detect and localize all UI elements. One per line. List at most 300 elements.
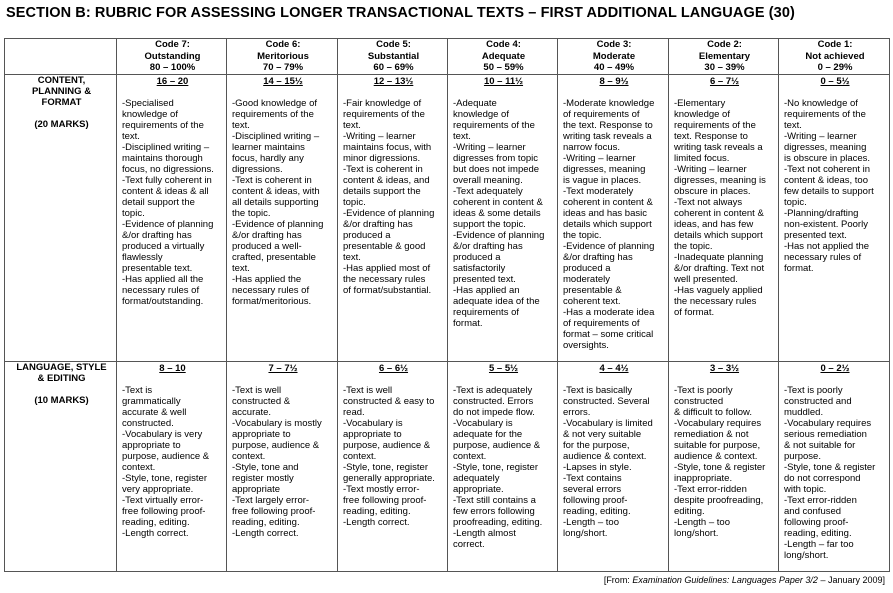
descriptor-line: -Length – too	[563, 516, 619, 528]
descriptor-line: knowledge of	[674, 108, 730, 120]
descriptor-line: free following proof-	[232, 505, 316, 517]
descriptor-line: details which support	[674, 229, 763, 241]
code-name: Meritorious	[257, 50, 309, 62]
descriptor-line: -Vocabulary is	[343, 417, 403, 429]
descriptor-line: the topic.	[674, 240, 713, 252]
descriptor-line: -Text contains	[563, 472, 622, 484]
descriptor-line: and confused	[784, 505, 842, 517]
descriptor-line: inappropriate.	[674, 472, 733, 484]
score-range: 6 – 7½	[709, 75, 740, 87]
descriptor-line: & not very suitable	[563, 428, 642, 440]
descriptor-line: necessary rules of	[122, 284, 200, 296]
descriptor-line: knowledge of	[122, 108, 178, 120]
descriptor-line: text.	[232, 262, 250, 274]
source-title: Examination Guidelines: Languages Paper 3/2	[632, 575, 818, 585]
descriptor-line: format/meritorious.	[232, 295, 312, 307]
descriptor-line: &/or drafting has	[232, 229, 302, 241]
descriptor-line: requirements of the	[784, 108, 866, 120]
descriptor-line: -Vocabulary requires	[784, 417, 872, 429]
descriptor-line: -Style, tone, register	[343, 461, 429, 473]
descriptor-line: of requirements of	[563, 317, 640, 329]
descriptor-line: for the purpose,	[563, 439, 630, 451]
descriptor-line: necessary rules of	[784, 251, 862, 263]
score-range: 8 – 10	[159, 362, 186, 374]
descriptor-line: with topic.	[784, 483, 827, 495]
descriptor-line: -Text is poorly	[784, 384, 843, 396]
descriptor-line: coherent in content &	[563, 196, 653, 208]
code-header	[558, 39, 669, 75]
descriptor-text	[453, 385, 554, 550]
criterion-label-line: & EDITING	[37, 372, 86, 384]
descriptor-line: context.	[232, 450, 266, 462]
criterion-marks: (10 MARKS)	[34, 394, 89, 406]
descriptor-line: constructed. Errors	[453, 395, 534, 407]
source-prefix: [From:	[603, 575, 633, 585]
descriptor-line: is obscure in places.	[784, 152, 871, 164]
descriptor-line: -Writing – learner	[674, 163, 747, 175]
descriptor-line: -Evidence of planning	[343, 207, 435, 219]
score-range: 5 – 5½	[488, 362, 519, 374]
descriptor-line: purpose.	[784, 450, 821, 462]
code-header	[338, 39, 448, 75]
descriptor-line: read.	[343, 406, 365, 418]
code-number: Code 2:	[707, 39, 742, 50]
descriptor-line: constructed.	[122, 417, 174, 429]
code-name: Moderate	[592, 50, 636, 62]
descriptor-line: oversights.	[563, 339, 609, 351]
descriptor-cell	[448, 361, 558, 571]
descriptor-line: detail support the	[122, 196, 195, 208]
descriptor-line: reading, editing.	[122, 516, 190, 528]
descriptor-line: -Has a moderate idea	[563, 306, 655, 318]
code-name: Not achieved	[805, 50, 865, 62]
descriptor-line: -Text largely error-	[232, 494, 310, 506]
descriptor-line: satisfactorily	[453, 262, 506, 274]
descriptor-line: &/or drafting has	[122, 229, 192, 241]
score-range: 0 – 2½	[820, 362, 850, 374]
descriptor-line: -Length correct.	[343, 516, 410, 528]
descriptor-line: &/or drafting. Text not	[674, 262, 765, 274]
score-range: 6 – 6½	[378, 362, 409, 374]
descriptor-text	[674, 385, 775, 539]
descriptor-line: ideas and has basic	[563, 207, 647, 219]
descriptor-line: -Vocabulary is limited	[563, 417, 653, 429]
descriptor-line: free following proof-	[343, 494, 427, 506]
descriptor-line: -Text is coherent in	[232, 174, 312, 186]
descriptor-line: -Evidence of planning	[563, 240, 655, 252]
descriptor-line: digresses from topic	[453, 152, 539, 164]
descriptor-line: well presented.	[674, 273, 738, 285]
descriptor-line: requirements of the	[674, 119, 756, 131]
descriptor-line: context.	[343, 450, 377, 462]
descriptor-line: writing task reveals a	[674, 141, 763, 153]
descriptor-line: reading, editing.	[784, 527, 852, 539]
rubric-table	[4, 38, 890, 572]
descriptor-line: -Adequate	[453, 97, 497, 109]
descriptor-line: context.	[453, 450, 487, 462]
descriptor-line: reading, editing.	[563, 505, 631, 517]
descriptor-line: &/or drafting has	[563, 251, 633, 263]
code-name: Adequate	[481, 50, 526, 62]
descriptor-line: appropriate to	[232, 428, 291, 440]
descriptor-line: errors.	[563, 406, 591, 418]
descriptor-line: text.	[122, 130, 140, 142]
descriptor-line: -Has applied an	[453, 284, 520, 296]
descriptor-line: of format/substantial.	[343, 284, 432, 296]
descriptor-line: obscure in places.	[674, 185, 751, 197]
descriptor-line: presented text.	[784, 229, 847, 241]
descriptor-line: -Style, tone and	[232, 461, 299, 473]
descriptor-line: details which support	[563, 218, 652, 230]
descriptor-text	[784, 385, 886, 561]
descriptor-line: -Good knowledge of	[232, 97, 318, 109]
header-row	[5, 39, 890, 75]
descriptor-text	[674, 98, 775, 318]
descriptor-line: produced a	[453, 251, 501, 263]
descriptor-cell	[227, 361, 338, 571]
descriptor-line: adequate idea of the	[453, 295, 540, 307]
descriptor-line: -Writing – learner	[563, 152, 636, 164]
descriptor-line: do not impede flow.	[453, 406, 535, 418]
descriptor-line: proofreading, editing.	[453, 516, 543, 528]
descriptor-line: remediation & not	[674, 428, 749, 440]
descriptor-line: -Length correct.	[122, 527, 189, 539]
descriptor-text	[343, 98, 444, 296]
descriptor-text	[784, 98, 886, 274]
descriptor-line: -Vocabulary is mostly	[232, 417, 322, 429]
descriptor-line: narrow focus.	[563, 141, 621, 153]
descriptor-line: topic.	[343, 196, 366, 208]
code-range: 40 – 49%	[593, 62, 635, 73]
descriptor-line: format/outstanding.	[122, 295, 204, 307]
descriptor-line: requirements of	[453, 306, 520, 318]
descriptor-line: support the topic.	[453, 218, 526, 230]
descriptor-line: constructed &	[232, 395, 291, 407]
code-number: Code 6:	[265, 39, 301, 50]
descriptor-cell	[558, 74, 669, 361]
descriptor-line: appropriate	[232, 483, 281, 495]
code-number: Code 4:	[486, 39, 521, 50]
descriptor-line: context.	[122, 461, 156, 473]
criterion-label-line: LANGUAGE, STYLE	[16, 361, 107, 373]
descriptor-line: register mostly	[232, 472, 294, 484]
descriptor-line: do not correspond	[784, 472, 861, 484]
source-citation	[604, 575, 885, 585]
descriptor-line: -Style, tone & register	[784, 461, 876, 473]
descriptor-cell	[669, 74, 779, 361]
descriptor-line: requirements of the	[453, 119, 535, 131]
code-range: 50 – 59%	[483, 62, 524, 73]
descriptor-line: -Moderate knowledge	[563, 97, 655, 109]
descriptor-text	[232, 98, 334, 307]
descriptor-line: -Text is adequately	[453, 384, 533, 396]
descriptor-line: of requirements of	[563, 108, 640, 120]
descriptor-line: requirements of the	[232, 108, 314, 120]
code-header	[117, 39, 227, 75]
descriptor-line: presentable &	[563, 284, 622, 296]
corner-cell	[5, 39, 117, 75]
descriptor-line: minor digressions.	[343, 152, 421, 164]
descriptor-line: accurate.	[232, 406, 272, 418]
descriptor-line: non-existent. Poorly	[784, 218, 868, 230]
score-range: 0 – 5½	[820, 75, 850, 87]
descriptor-line: following proof-	[563, 494, 628, 506]
descriptor-line: presentable & good	[343, 240, 426, 252]
descriptor-line: -Text is coherent in	[343, 163, 423, 175]
descriptor-line: audience & context.	[563, 450, 647, 462]
descriptor-cell	[779, 74, 890, 361]
descriptor-line: -Text is	[122, 384, 153, 396]
descriptor-line: text. Response to	[674, 130, 748, 142]
descriptor-line: audience & context.	[674, 450, 758, 462]
descriptor-line: -Inadequate planning	[674, 251, 764, 263]
criterion-row	[5, 74, 890, 361]
descriptor-text	[122, 98, 223, 307]
descriptor-line: adequately	[453, 472, 500, 484]
descriptor-line: is vague in places.	[563, 174, 642, 186]
descriptor-line: -Text adequately	[453, 185, 523, 197]
descriptor-line: presentable text.	[122, 262, 193, 274]
descriptor-line: -Evidence of planning	[232, 218, 324, 230]
descriptor-line: -No knowledge of	[784, 97, 858, 109]
code-header	[669, 39, 779, 75]
score-range: 4 – 4½	[599, 362, 629, 374]
descriptor-line: all details supporting	[232, 196, 319, 208]
descriptor-line: digresses, meaning	[563, 163, 646, 175]
descriptor-line: presented text.	[453, 273, 516, 285]
descriptor-line: following proof-	[784, 516, 849, 528]
descriptor-line: requirements of the	[343, 108, 425, 120]
code-number: Code 3:	[596, 39, 632, 50]
score-range: 7 – 7½	[268, 362, 298, 374]
descriptor-line: focus, hardly any	[232, 152, 304, 164]
descriptor-text	[343, 385, 444, 528]
descriptor-line: coherent in content &	[674, 207, 764, 219]
code-range: 30 – 39%	[704, 62, 745, 73]
descriptor-line: muddled.	[784, 406, 824, 418]
descriptor-line: constructed & easy to	[343, 395, 435, 407]
descriptor-line: &/or drafting has	[453, 240, 523, 252]
score-range: 3 – 3½	[709, 362, 740, 374]
descriptor-line: constructed. Several	[563, 395, 650, 407]
descriptor-line: very appropriate.	[122, 483, 194, 495]
descriptor-line: ideas, and has few	[674, 218, 754, 230]
criterion-row	[5, 361, 890, 571]
code-number: Code 7:	[155, 39, 190, 50]
descriptor-line: -Has vaguely applied	[674, 284, 763, 296]
descriptor-line: format – some critical	[563, 328, 654, 340]
descriptor-line: of format.	[674, 306, 715, 318]
descriptor-line: produced a virtually	[122, 240, 205, 252]
descriptor-line: long/short.	[563, 527, 608, 539]
descriptor-line: -Text virtually error-	[122, 494, 204, 506]
descriptor-text	[453, 98, 554, 329]
descriptor-line: -Text is well	[232, 384, 282, 396]
descriptor-line: -Specialised	[122, 97, 174, 109]
descriptor-line: -Style, tone & register	[674, 461, 766, 473]
code-range: 70 – 79%	[262, 62, 304, 73]
descriptor-line: -Has applied all the	[122, 273, 204, 285]
descriptor-text	[563, 385, 665, 539]
descriptor-line: few details to support	[784, 185, 874, 197]
descriptor-line: coherent text.	[563, 295, 621, 307]
descriptor-line: -Has applied the	[232, 273, 302, 285]
descriptor-cell	[227, 74, 338, 361]
descriptor-line: text.	[343, 251, 361, 263]
code-header	[227, 39, 338, 75]
descriptor-line: format.	[784, 262, 814, 274]
descriptor-line: text.	[453, 130, 471, 142]
descriptor-cell	[338, 361, 448, 571]
descriptor-line: flawlessly	[122, 251, 163, 263]
descriptor-line: -Writing – learner	[343, 130, 416, 142]
descriptor-line: -Elementary	[674, 97, 726, 109]
descriptor-line: but does not impede	[453, 163, 540, 175]
descriptor-line: details support the	[343, 185, 421, 197]
descriptor-line: text.	[232, 119, 250, 131]
descriptor-line: grammatically	[122, 395, 181, 407]
code-number: Code 1:	[817, 39, 853, 50]
descriptor-line: -Length – too	[674, 516, 730, 528]
descriptor-line: moderately	[563, 273, 610, 285]
descriptor-line: & difficult to follow.	[674, 406, 752, 418]
descriptor-line: -Vocabulary is	[453, 417, 513, 429]
code-header	[448, 39, 558, 75]
descriptor-line: despite proofreading,	[674, 494, 764, 506]
descriptor-line: format.	[453, 317, 483, 329]
descriptor-line: -Has applied most of	[343, 262, 431, 274]
descriptor-line: serious remediation	[784, 428, 867, 440]
descriptor-line: -Text error-ridden	[674, 483, 747, 495]
descriptor-line: ideas & some details	[453, 207, 541, 219]
score-range: 8 – 9½	[599, 75, 629, 87]
descriptor-cell	[448, 74, 558, 361]
descriptor-line: topic.	[784, 196, 807, 208]
criterion-label-line: CONTENT,	[37, 74, 86, 86]
descriptor-text	[232, 385, 334, 539]
descriptor-cell	[117, 361, 227, 571]
descriptor-line: -Text is poorly	[674, 384, 733, 396]
descriptor-line: purpose, audience &	[232, 439, 320, 451]
descriptor-line: -Vocabulary is very	[122, 428, 203, 440]
descriptor-line: -Disciplined writing –	[122, 141, 210, 153]
descriptor-line: -Writing – learner	[453, 141, 526, 153]
descriptor-line: appropriate to	[122, 439, 181, 451]
criterion-label-line: FORMAT	[41, 96, 82, 108]
descriptor-line: purpose, audience &	[453, 439, 541, 451]
descriptor-line: text.	[784, 119, 802, 131]
descriptor-cell	[558, 361, 669, 571]
descriptor-line: -Planning/drafting	[784, 207, 859, 219]
descriptor-line: accurate & well	[122, 406, 187, 418]
descriptor-line: learner maintains	[232, 141, 305, 153]
criterion-label-line: PLANNING &	[31, 85, 92, 97]
descriptor-line: produced a	[343, 229, 391, 241]
descriptor-line: -Text is well	[343, 384, 393, 396]
descriptor-line: overall meaning.	[453, 174, 523, 186]
descriptor-line: adequate for the	[453, 428, 523, 440]
score-range: 14 – 15½	[263, 75, 303, 87]
score-range: 10 – 11½	[483, 75, 524, 87]
descriptor-line: topic.	[122, 207, 145, 219]
descriptor-line: the necessary rules	[674, 295, 757, 307]
descriptor-line: constructed	[674, 395, 724, 407]
descriptor-line: several errors	[563, 483, 622, 495]
descriptor-line: reading, editing.	[232, 516, 300, 528]
page-title: SECTION B: RUBRIC FOR ASSESSING LONGER TRANSACTIONAL TEXTS – FIRST ADDITIONAL LANGUAGE (30)	[6, 5, 795, 21]
code-range: 60 – 69%	[373, 62, 414, 73]
descriptor-cell	[779, 361, 890, 571]
descriptor-line: -Style, tone, register	[122, 472, 208, 484]
descriptor-line: text.	[343, 119, 361, 131]
descriptor-cell	[338, 74, 448, 361]
descriptor-line: the text. Response to	[563, 119, 653, 131]
descriptor-line: -Has not applied the	[784, 240, 870, 252]
source-suffix: – January 2009]	[817, 575, 885, 585]
code-range: 80 – 100%	[149, 62, 196, 73]
code-header	[779, 39, 890, 75]
code-name: Substantial	[367, 50, 420, 62]
descriptor-line: -Lapses in style.	[563, 461, 632, 473]
descriptor-line: content & ideas, and	[343, 174, 430, 186]
criterion-marks: (20 MARKS)	[34, 118, 89, 130]
descriptor-text	[563, 98, 665, 351]
descriptor-line: &/or drafting has	[343, 218, 413, 230]
descriptor-line: crafted, presentable	[232, 251, 316, 263]
descriptor-line: content & ideas, too	[784, 174, 868, 186]
descriptor-line: & not suitable for	[784, 439, 856, 451]
descriptor-line: digressions.	[232, 163, 283, 175]
descriptor-line: -Evidence of planning	[453, 229, 545, 241]
code-range: 0 – 29%	[817, 62, 853, 73]
descriptor-line: content & ideas, with	[232, 185, 320, 197]
descriptor-line: -Text not coherent in	[784, 163, 871, 175]
descriptor-line: the topic.	[232, 207, 271, 219]
descriptor-line: -Evidence of planning	[122, 218, 214, 230]
descriptor-line: -Text fully coherent in	[122, 174, 212, 186]
descriptor-line: constructed and	[784, 395, 852, 407]
descriptor-line: -Length correct.	[232, 527, 299, 539]
descriptor-line: requirements of the	[122, 119, 204, 131]
descriptor-line: limited focus.	[674, 152, 730, 164]
descriptor-line: correct.	[453, 538, 485, 550]
descriptor-cell	[669, 361, 779, 571]
descriptor-line: free following proof-	[122, 505, 206, 517]
descriptor-line: the topic.	[563, 229, 602, 241]
descriptor-text	[122, 385, 223, 539]
code-name: Outstanding	[144, 50, 201, 62]
descriptor-line: -Disciplined writing –	[232, 130, 320, 142]
descriptor-line: -Style, tone, register	[453, 461, 539, 473]
descriptor-line: -Text not always	[674, 196, 743, 208]
descriptor-line: -Text still contains a	[453, 494, 536, 506]
descriptor-line: digresses, meaning is	[674, 174, 766, 186]
descriptor-line: suitable for purpose,	[674, 439, 761, 451]
descriptor-line: digresses, meaning	[784, 141, 867, 153]
score-range: 16 – 20	[156, 75, 189, 87]
descriptor-line: produced a well-	[232, 240, 302, 252]
descriptor-line: appropriate.	[453, 483, 504, 495]
descriptor-line: long/short.	[674, 527, 719, 539]
descriptor-line: -Text is basically	[563, 384, 633, 396]
descriptor-line: the necessary rules	[343, 273, 426, 285]
descriptor-line: -Text mostly error-	[343, 483, 420, 495]
descriptor-line: editing.	[674, 505, 705, 517]
descriptor-line: focus, no digressions.	[122, 163, 214, 175]
score-range: 12 – 13½	[373, 75, 414, 87]
criterion-label	[5, 74, 117, 361]
code-name: Elementary	[698, 50, 751, 62]
